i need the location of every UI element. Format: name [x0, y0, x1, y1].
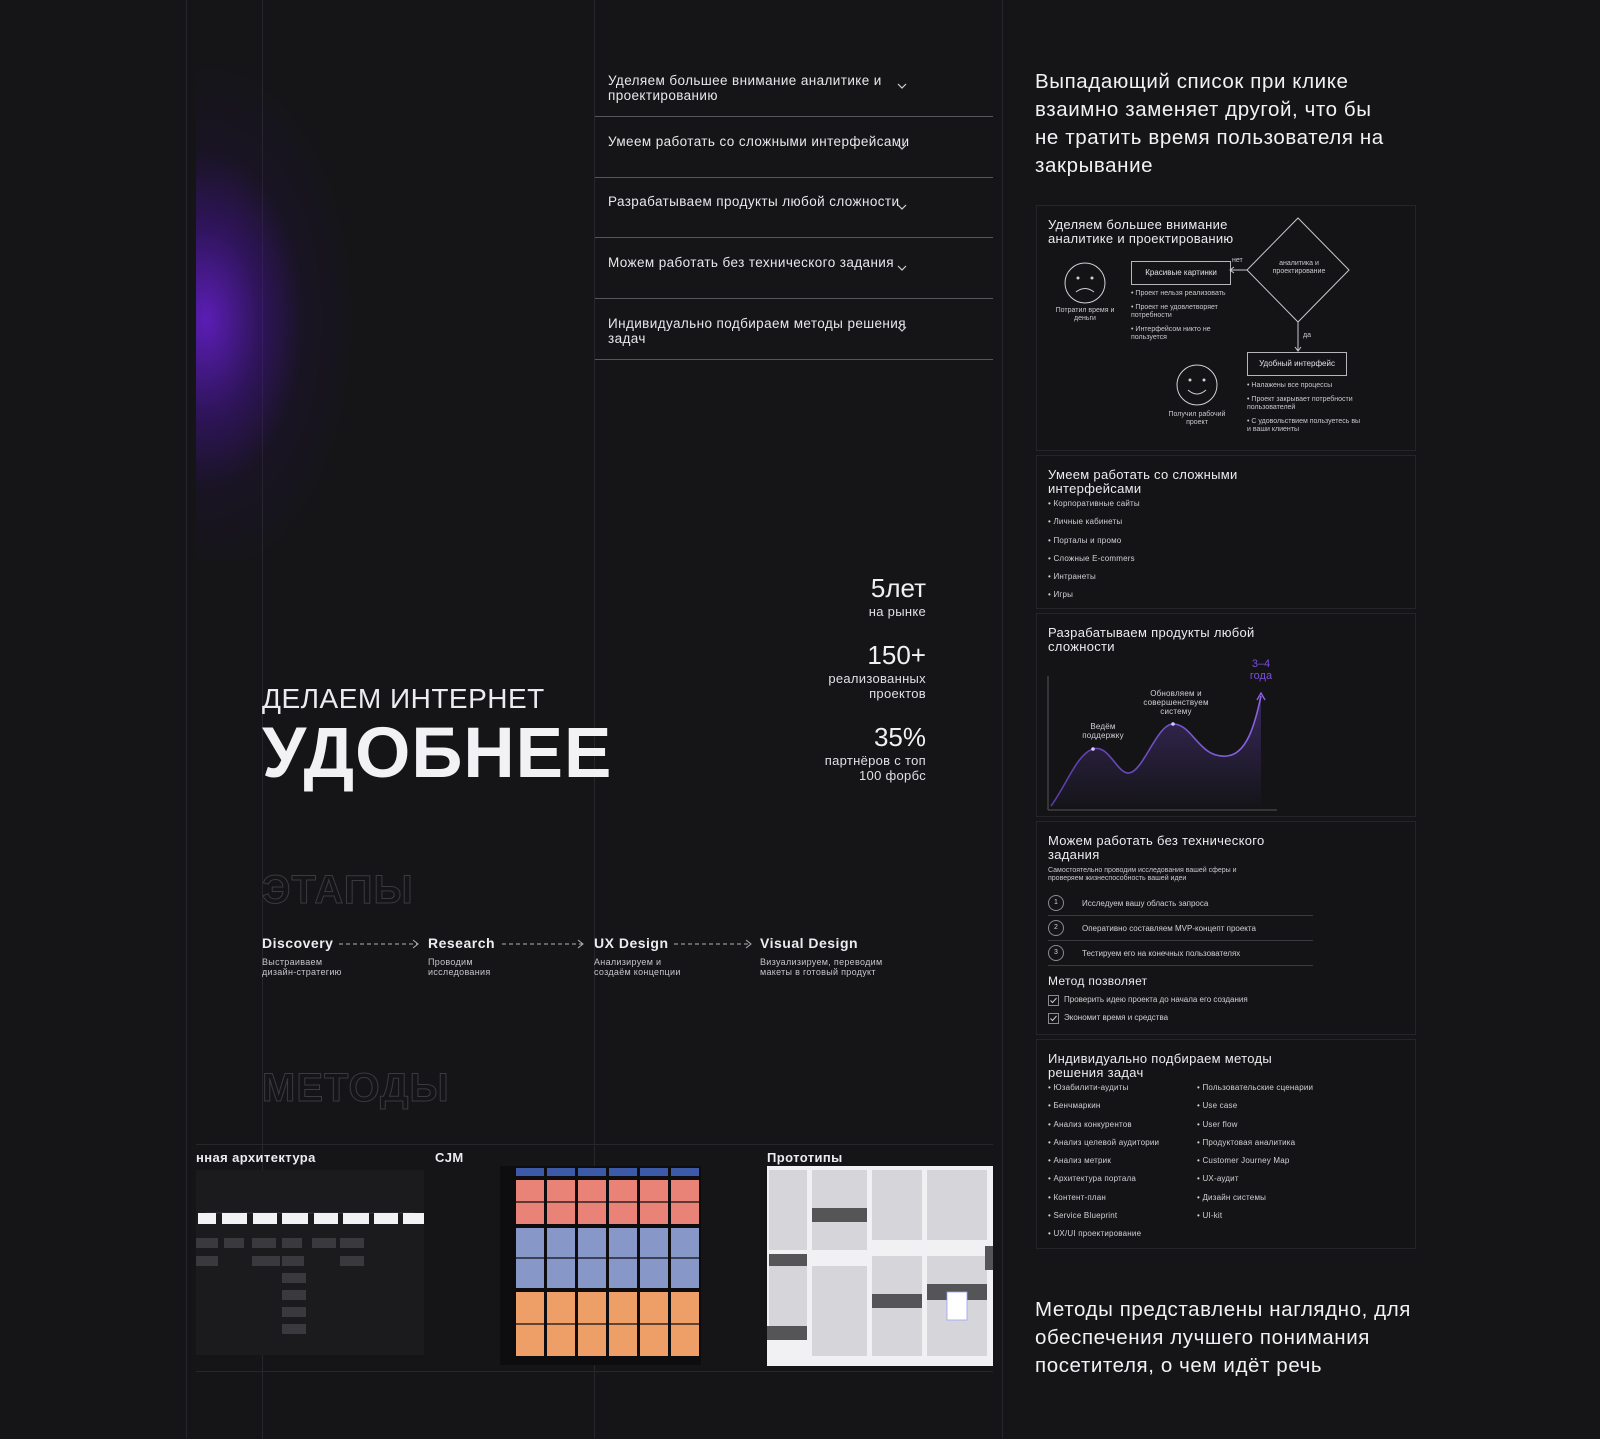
accordion-item[interactable]	[595, 118, 993, 178]
checkbox-label: Проверить идею проекта до начала его создания	[1064, 995, 1248, 1004]
stage-title: UX Design	[594, 935, 669, 951]
card-subtitle: Самостоятельно проводим исследования вашей сферы и проверяем жизнеспособность вашей идеи	[1048, 867, 1237, 882]
chevron-down-icon[interactable]	[897, 263, 907, 273]
step-number: 2	[1048, 920, 1064, 936]
accordion-item-label: Индивидуально подбираем методы решения задач	[608, 316, 906, 346]
list-item: • Игры	[1048, 590, 1140, 608]
step-number: 3	[1048, 945, 1064, 961]
stage-desc: Проводим исследования	[428, 957, 491, 977]
yes-label: да	[1303, 332, 1311, 339]
happy-caption: Получил рабочий проект	[1168, 411, 1226, 426]
card-complex-interfaces	[1036, 455, 1416, 609]
cjm-thumbnail[interactable]	[500, 1166, 701, 1365]
list-item: • Сложные E-commers	[1048, 554, 1140, 572]
bullet-text: С удовольствием пользуетесь вы и ваши клиенты	[1247, 418, 1361, 433]
stat-years	[760, 573, 926, 619]
accordion-item-label: Уделяем большее внимание аналитике и проектированию	[608, 73, 882, 103]
stage-desc: Визуализируем, переводим макеты в готовый продукт	[760, 957, 883, 977]
chevron-down-icon[interactable]	[897, 324, 907, 334]
list-item: • Бенчмаркин	[1048, 1101, 1159, 1119]
method-step	[1048, 891, 1313, 916]
stat-label: реализованных проектов	[828, 671, 926, 701]
step-text: Тестируем его на конечных пользователях	[1082, 949, 1241, 958]
sad-face-icon	[1063, 261, 1107, 305]
curve-label-support: Ведём поддержку	[1082, 722, 1124, 740]
curve-label-update: Обновляем и совершенствуем систему	[1143, 689, 1209, 716]
chevron-down-icon[interactable]	[897, 202, 907, 212]
list-item: • Архитектура портала	[1048, 1174, 1159, 1192]
accordion-item[interactable]	[595, 57, 993, 117]
sad-caption: Потратил время и деньги	[1055, 307, 1115, 322]
method-title: Прототипы	[767, 1150, 843, 1165]
card-title: Индивидуально подбираем методы решения задач	[1048, 1051, 1273, 1080]
list-item: • Корпоративные сайты	[1048, 499, 1140, 517]
stat-value: 35%	[873, 722, 926, 752]
list-item: • UX-аудит	[1197, 1174, 1313, 1192]
card-no-spec	[1036, 821, 1416, 1035]
list-item: • Юзабилити-аудиты	[1048, 1083, 1159, 1101]
step-number: 1	[1048, 895, 1064, 911]
hero-subtitle: ДЕЛАЕМ ИНТЕРНЕТ	[262, 683, 545, 714]
accordion-item-label: Можем работать без технического задания	[608, 255, 894, 270]
stat-projects	[760, 640, 926, 701]
accordion-item[interactable]	[595, 178, 993, 238]
interfaces-list	[1048, 499, 1140, 609]
list-item: • UX/UI проектирование	[1048, 1229, 1159, 1247]
list-item: • Use case	[1197, 1101, 1313, 1119]
check-icon	[1049, 996, 1058, 1005]
accordion-item-label: Умеем работать со сложными интерфейсами	[608, 134, 910, 149]
chevron-down-icon[interactable]	[897, 81, 907, 91]
stage-desc: Выстраиваем дизайн-стратегию	[262, 957, 342, 977]
list-item: • Интранеты	[1048, 572, 1140, 590]
list-item: • Порталы и промо	[1048, 536, 1140, 554]
stage-title: Research	[428, 935, 496, 951]
card-analytics	[1036, 205, 1416, 451]
methods-list-col2	[1197, 1083, 1313, 1229]
method-title: нная архитектура	[196, 1150, 316, 1165]
list-item: • Анализ конкурентов	[1048, 1120, 1159, 1138]
stage-title: Discovery	[262, 935, 334, 951]
stage-title: Visual Design	[760, 935, 859, 951]
method-step	[1048, 941, 1313, 966]
step-text: Исследуем вашу область запроса	[1082, 899, 1209, 908]
list-item: • Анализ метрик	[1048, 1156, 1159, 1174]
stat-partners	[760, 722, 926, 783]
no-label: нет	[1232, 257, 1243, 264]
diamond-label: аналитика и проектирование	[1272, 260, 1326, 275]
hero-title: УДОБНЕЕ	[262, 714, 613, 793]
checkbox-label: Экономит время и средства	[1064, 1013, 1169, 1022]
check-icon	[1049, 1014, 1058, 1023]
curve-label-years: 3–4 года	[1249, 658, 1273, 682]
card-title: Уделяем большее внимание аналитике и проектированию	[1048, 217, 1234, 246]
arrow-right-icon	[502, 939, 586, 949]
stat-label: на рынке	[868, 604, 926, 619]
stage-item	[760, 935, 920, 977]
arrow-right-icon	[674, 939, 754, 949]
checkbox[interactable]	[1048, 1013, 1059, 1024]
happy-face-icon	[1175, 363, 1219, 407]
chevron-down-icon[interactable]	[897, 142, 907, 152]
list-item: • User flow	[1197, 1120, 1313, 1138]
card-any-complexity	[1036, 613, 1416, 817]
checkbox[interactable]	[1048, 995, 1059, 1006]
bullet-text: Проект закрывает потребности пользователей	[1247, 396, 1353, 411]
good-bullets: • Налажены все процессы • Проект закрывает потребности пользователей • С удовольствием пользуетесь вы и ваши клиенты	[1247, 382, 1361, 433]
pretty-bullets: • Проект нельзя реализовать • Проект не удовлетворяет потребности • Интерфейсом никто не пользуется	[1131, 290, 1226, 341]
card-title: Можем работать без технического задания	[1048, 833, 1265, 862]
stat-value: 5лет	[870, 573, 926, 603]
prototypes-thumbnail[interactable]	[767, 1166, 993, 1366]
list-item: • Дизайн системы	[1197, 1193, 1313, 1211]
stages-title: ЭТАПЫ	[262, 868, 414, 912]
decision-diagram	[1229, 216, 1369, 356]
list-item: • Service Blueprint	[1048, 1211, 1159, 1229]
method-title: CJM	[435, 1150, 464, 1165]
good-interface-box: Удобный интерфейс	[1247, 352, 1347, 376]
list-item: • Личные кабинеты	[1048, 517, 1140, 535]
list-item: • Customer Journey Map	[1197, 1156, 1313, 1174]
purple-glow	[196, 0, 526, 560]
list-item: • Продуктовая аналитика	[1197, 1138, 1313, 1156]
bullet-text: Налажены все процессы	[1251, 382, 1333, 389]
step-text: Оперативно составляем MVP-концепт проекта	[1082, 924, 1256, 933]
methods-list-col1	[1048, 1083, 1159, 1248]
note-accordion: Выпадающий список при клике взаимно заменяет другой, что бы не тратить время пользователя на закрывание	[1035, 70, 1384, 177]
note-methods: Методы представлены наглядно, для обеспечения лучшего понимания посетителя, о чем идёт речь	[1035, 1298, 1411, 1377]
arrow-right-icon	[339, 939, 421, 949]
bullet-text: Проект не удовлетворяет потребности	[1131, 304, 1218, 319]
accordion-item-label: Разрабатываем продукты любой сложности	[608, 194, 900, 209]
list-item: • Контент-план	[1048, 1193, 1159, 1211]
card-title: Разрабатываем продукты любой сложности	[1048, 625, 1255, 654]
list-item: • UI-kit	[1197, 1211, 1313, 1229]
card-title: Умеем работать со сложными интерфейсами	[1048, 467, 1238, 496]
list-item: • Анализ целевой аудитории	[1048, 1138, 1159, 1156]
bullet-text: Интерфейсом никто не пользуется	[1131, 326, 1211, 341]
bullet-text: Проект нельзя реализовать	[1135, 290, 1226, 297]
list-item: • Пользовательские сценарии	[1197, 1083, 1313, 1101]
stat-value: 150+	[867, 640, 926, 670]
card-methods-list	[1036, 1039, 1416, 1249]
stat-label: партнёров с топ 100 форбс	[824, 753, 926, 783]
method-step	[1048, 916, 1313, 941]
pretty-pictures-box: Красивые картинки	[1131, 261, 1231, 285]
methods-title: МЕТОДЫ	[262, 1066, 450, 1110]
accordion-item[interactable]	[595, 300, 993, 360]
accordion-item[interactable]	[595, 239, 993, 299]
allows-title: Метод позволяет	[1048, 974, 1148, 988]
stage-desc: Анализируем и создаём концепции	[594, 957, 681, 977]
architecture-thumbnail[interactable]	[196, 1170, 424, 1355]
